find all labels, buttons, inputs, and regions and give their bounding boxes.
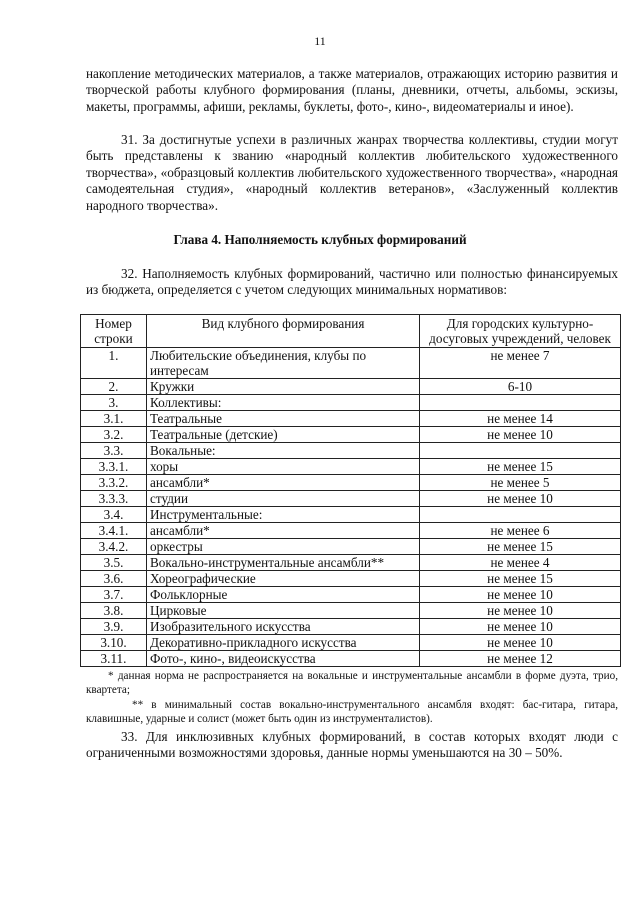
cell-norm: не менее 10 — [420, 427, 621, 443]
cell-row-number: 3.1. — [81, 411, 147, 427]
table-row — [81, 348, 621, 379]
cell-formation-type: Вокальные: — [147, 443, 420, 459]
footnote-double-asterisk: ** в минимальный состав вокально-инструментального ансамбля входят: бас-гитара, гитара, клавишные, ударные и солист (может быть один из инструменталистов). — [86, 699, 618, 725]
cell-formation-type: хоры — [147, 459, 420, 475]
cell-formation-type: Изобразительного искусства — [147, 619, 420, 635]
paragraph-continuation: накопление методических материалов, а также материалов, отражающих историю развития и творческой работы клубного формирования (планы, дневники, отчеты, альбомы, эскизы, макеты, программы, афиши, рекламы, буклеты, фото-, кино-, видеоматериалы и иное). — [86, 66, 618, 114]
table-row — [81, 427, 621, 443]
cell-row-number: 3.8. — [81, 603, 147, 619]
cell-formation-type: Коллективы: — [147, 395, 420, 411]
cell-norm — [420, 395, 621, 411]
cell-norm — [420, 443, 621, 459]
table-row — [81, 507, 621, 523]
table-row — [81, 635, 621, 651]
cell-norm: не менее 15 — [420, 571, 621, 587]
header-norm: Для городских культурно-досуговых учреждений, человек — [420, 315, 621, 348]
cell-row-number: 3.6. — [81, 571, 147, 587]
chapter-title: Глава 4. Наполняемость клубных формирований — [173, 232, 467, 247]
cell-row-number: 1. — [81, 348, 147, 379]
cell-row-number: 3.4.2. — [81, 539, 147, 555]
cell-norm — [420, 507, 621, 523]
cell-formation-type: Фото-, кино-, видеоискусства — [147, 651, 420, 667]
table-row — [81, 475, 621, 491]
table-row — [81, 603, 621, 619]
cell-row-number: 3.2. — [81, 427, 147, 443]
cell-row-number: 3.3. — [81, 443, 147, 459]
cell-formation-type: Вокально-инструментальные ансамбли** — [147, 555, 420, 571]
cell-norm: не менее 10 — [420, 603, 621, 619]
table-row — [81, 443, 621, 459]
cell-norm: 6-10 — [420, 379, 621, 395]
table-row — [81, 395, 621, 411]
table-row — [81, 539, 621, 555]
table-row — [81, 619, 621, 635]
cell-norm: не менее 15 — [420, 539, 621, 555]
cell-formation-type: ансамбли* — [147, 475, 420, 491]
cell-formation-type: Любительские объединения, клубы по интересам — [147, 348, 420, 379]
cell-formation-type: Фольклорные — [147, 587, 420, 603]
cell-formation-type: ансамбли* — [147, 523, 420, 539]
cell-formation-type: Хореографические — [147, 571, 420, 587]
table-row — [81, 523, 621, 539]
cell-row-number: 3.10. — [81, 635, 147, 651]
cell-norm: не менее 10 — [420, 587, 621, 603]
cell-formation-type: Декоративно-прикладного искусства — [147, 635, 420, 651]
cell-row-number: 3.5. — [81, 555, 147, 571]
header-formation-type: Вид клубного формирования — [147, 315, 420, 348]
cell-norm: не менее 15 — [420, 459, 621, 475]
cell-formation-type: Кружки — [147, 379, 420, 395]
table-row — [81, 411, 621, 427]
cell-norm: не менее 10 — [420, 635, 621, 651]
cell-row-number: 3.11. — [81, 651, 147, 667]
cell-formation-type: Театральные — [147, 411, 420, 427]
cell-norm: не менее 12 — [420, 651, 621, 667]
cell-formation-type: студии — [147, 491, 420, 507]
table-row — [81, 571, 621, 587]
cell-norm: не менее 14 — [420, 411, 621, 427]
page-number: 11 — [314, 34, 326, 48]
footnote-single-asterisk: * данная норма не распространяется на вокальные и инструментальные ансамбли в форме дуэта, трио, квартета; — [86, 670, 618, 696]
cell-row-number: 3.7. — [81, 587, 147, 603]
cell-norm: не менее 6 — [420, 523, 621, 539]
table-row — [81, 587, 621, 603]
cell-norm: не менее 10 — [420, 491, 621, 507]
norms-table — [80, 314, 621, 667]
table-row — [81, 379, 621, 395]
table-row — [81, 651, 621, 667]
cell-row-number: 3. — [81, 395, 147, 411]
cell-formation-type: Инструментальные: — [147, 507, 420, 523]
cell-row-number: 3.3.2. — [81, 475, 147, 491]
cell-row-number: 3.4.1. — [81, 523, 147, 539]
cell-norm: не менее 10 — [420, 619, 621, 635]
cell-formation-type: оркестры — [147, 539, 420, 555]
cell-row-number: 2. — [81, 379, 147, 395]
table-row — [81, 459, 621, 475]
cell-formation-type: Цирковые — [147, 603, 420, 619]
table-header-row — [81, 315, 621, 348]
cell-row-number: 3.3.3. — [81, 491, 147, 507]
cell-norm: не менее 7 — [420, 348, 621, 379]
paragraph-31: 31. За достигнутые успехи в различных жанрах творчества коллективы, студии могут быть представлены к званию «народный коллектив любительского художественного творчества», «образцовый коллектив любительского художественного творчества», «народная самодеятельная студия», «народный коллектив ветеранов», «Заслуженный коллектив народного творчества». — [86, 132, 618, 213]
table-row — [81, 491, 621, 507]
cell-row-number: 3.4. — [81, 507, 147, 523]
paragraph-33: 33. Для инклюзивных клубных формирований, в состав которых входят люди с ограниченными возможностями здоровья, данные нормы уменьшаются на 30 – 50%. — [86, 729, 618, 761]
cell-norm: не менее 4 — [420, 555, 621, 571]
header-row-number: Номер строки — [81, 315, 147, 348]
cell-norm: не менее 5 — [420, 475, 621, 491]
paragraph-32: 32. Наполняемость клубных формирований, частично или полностью финансируемых из бюджета, определяется с учетом следующих минимальных нормативов: — [86, 266, 618, 298]
table-row — [81, 555, 621, 571]
cell-formation-type: Театральные (детские) — [147, 427, 420, 443]
cell-row-number: 3.9. — [81, 619, 147, 635]
table-body — [81, 348, 621, 667]
cell-row-number: 3.3.1. — [81, 459, 147, 475]
